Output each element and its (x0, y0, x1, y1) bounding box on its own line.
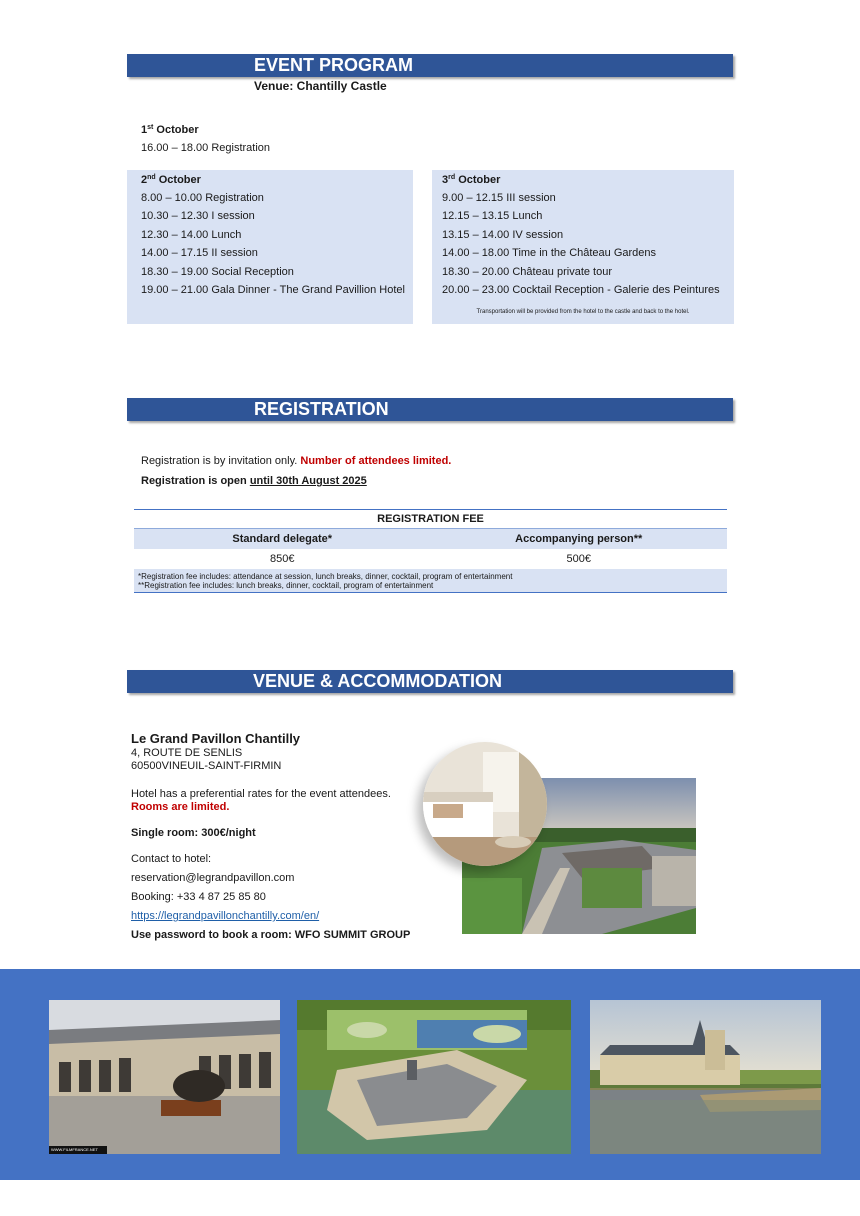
fee-value-standard: 850€ (270, 553, 295, 565)
fee-header-accompanying: Accompanying person** (515, 533, 643, 545)
day3-item: 20.00 – 23.00 Cocktail Reception - Galerie des Peintures (442, 284, 720, 297)
hotel-room-photo (423, 742, 547, 866)
program-venue: Venue: Chantilly Castle (254, 79, 387, 93)
fee-notes (134, 569, 727, 593)
registration-banner (127, 398, 733, 421)
rates-limited: Rooms are limited. (131, 801, 230, 813)
day1-block (141, 121, 270, 157)
rates-text: Hotel has a preferential rates for the event attendees. (131, 788, 391, 800)
fee-note: **Registration fee includes: lunch breaks, dinner, cocktail, program of entertainment (138, 581, 434, 590)
registration-line2: Registration is open until 30th August 2025 (141, 475, 367, 487)
day3-heading: 3rd October (442, 174, 501, 186)
fee-table (134, 509, 727, 593)
day2-item: 8.00 – 10.00 Registration (141, 192, 264, 204)
fee-value-row (134, 549, 727, 569)
registration-line1: Registration is by invitation only. Number of attendees limited. (141, 455, 452, 467)
fee-value-accompanying: 500€ (566, 553, 591, 565)
day2-item: 12.30 – 14.00 Lunch (141, 228, 242, 241)
fee-table-title: REGISTRATION FEE (134, 510, 727, 529)
day3-item: 14.00 – 18.00 Time in the Château Gardens (442, 247, 657, 260)
hotel-name: Le Grand Pavillon Chantilly (131, 731, 301, 746)
footer-photo-chateau-aerial (297, 1000, 571, 1154)
venue-banner (127, 670, 733, 693)
hotel-email[interactable]: reservation@legrandpavillon.com (131, 872, 295, 884)
day2-item: 14.00 – 17.15 II session (141, 247, 258, 260)
day3-item: 13.15 – 14.00 IV session (442, 228, 564, 241)
footer-photo-stables (49, 1000, 280, 1154)
day2-item: 18.30 – 19.00 Social Reception (141, 265, 294, 278)
footer-photo-chateau-lake (590, 1000, 821, 1154)
contact-label: Contact to hotel: (131, 853, 212, 865)
hotel-phone: Booking: +33 4 87 25 85 80 (131, 891, 266, 903)
venue-title: VENUE & ACCOMMODATION (253, 671, 502, 691)
day3-box (432, 170, 734, 324)
booking-password: Use password to book a room: WFO SUMMIT GROUP (131, 929, 411, 941)
day2-box (127, 170, 413, 324)
day2-heading: 2nd October (141, 174, 201, 186)
hotel-address-line1: 4, ROUTE DE SENLIS (131, 747, 243, 759)
hotel-address-line2: 60500VINEUIL-SAINT-FIRMIN (131, 760, 282, 772)
day2-item: 10.30 – 12.30 I session (141, 210, 255, 223)
day2-item: 19.00 – 21.00 Gala Dinner - The Grand Pavillion Hotel (141, 284, 405, 297)
registration-title: REGISTRATION (254, 399, 389, 419)
venue-info (131, 731, 431, 945)
day1-item: 16.00 – 18.00 Registration (141, 142, 271, 154)
single-room-rate: Single room: 300€/night (131, 827, 256, 839)
program-title: EVENT PROGRAM (254, 55, 414, 75)
hotel-website-link[interactable]: https://legrandpavillonchantilly.com/en/ (131, 910, 320, 922)
transport-note: Transportation will be provided from the hotel to the castle and back to the hotel. (476, 309, 690, 315)
program-banner (127, 54, 733, 77)
fee-header-standard: Standard delegate* (232, 533, 333, 545)
photo-credit: WWW.FILMFRANCE.NET (51, 1147, 98, 1152)
day1-heading: 1st October (141, 124, 199, 136)
fee-header-row (134, 529, 727, 549)
day3-item: 18.30 – 20.00 Château private tour (442, 265, 613, 278)
day3-item: 12.15 – 13.15 Lunch (442, 210, 543, 223)
day3-item: 9.00 – 12.15 III session (442, 192, 556, 204)
fee-note: *Registration fee includes: attendance at session, lunch breaks, dinner, cocktail, program of entertainment (138, 572, 513, 581)
